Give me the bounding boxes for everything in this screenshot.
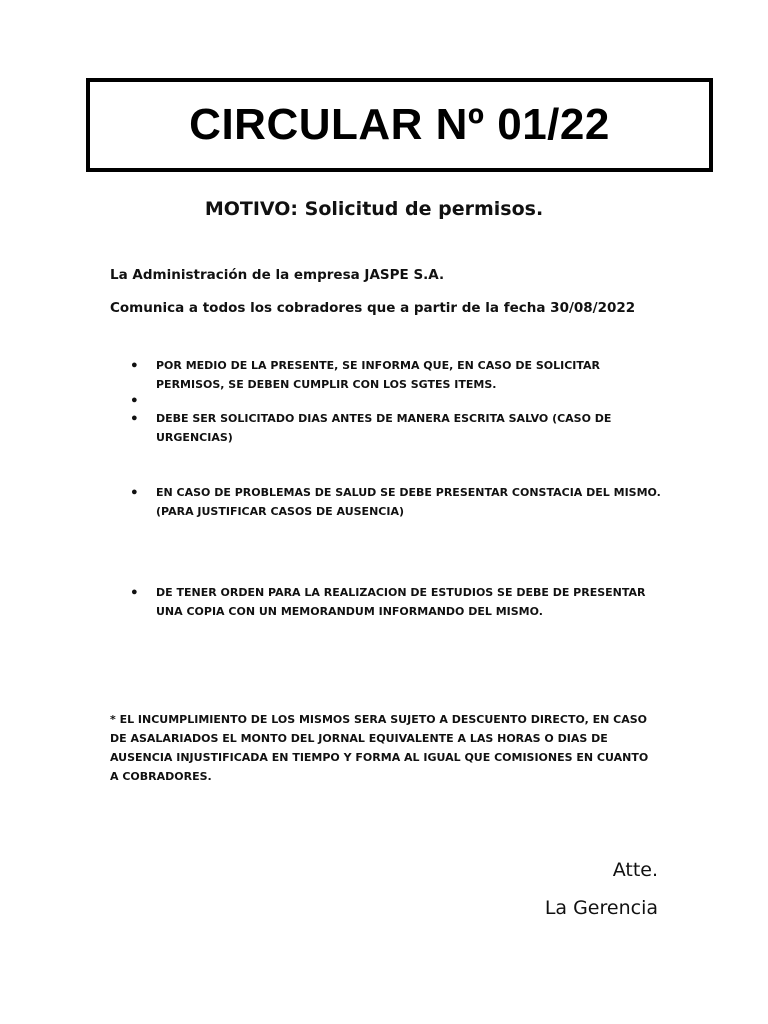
bullet-icon: ● xyxy=(131,394,138,406)
document-title: CIRCULAR Nº 01/22 xyxy=(189,100,610,149)
bullet-icon: ● xyxy=(131,412,138,424)
bullet-icon: ● xyxy=(131,359,138,371)
bullet-text: EN CASO DE PROBLEMAS DE SALUD SE DEBE PRESENTAR CONSTACIA DEL MISMO. (PARA JUSTIFICAR CASOS DE AUSENCIA) xyxy=(156,486,661,518)
footnote: * EL INCUMPLIMIENTO DE LOS MISMOS SERA SUJETO A DESCUENTO DIRECTO, EN CASO DE ASALARIADOS EL MONTO DEL JORNAL EQUIVALENTE A LAS HORAS O DIAS DE AUSENCIA INJUSTIFICADA EN TIEMPO Y FORMA AL IGUAL QUE COMISIONES EN CUANTO A COBRADORES. xyxy=(110,713,649,783)
bullet-text: DE TENER ORDEN PARA LA REALIZACION DE ESTUDIOS SE DEBE DE PRESENTAR UNA COPIA CON UN MEMORANDUM INFORMANDO DEL MISMO. xyxy=(156,586,646,618)
bullet-icon: ● xyxy=(131,486,138,498)
signer-text: La Gerencia xyxy=(544,897,658,919)
closing-text: Atte. xyxy=(612,859,658,881)
intro-line-company: La Administración de la empresa JASPE S.A. xyxy=(110,267,445,283)
motivo-line xyxy=(0,198,768,220)
title-box xyxy=(86,78,713,172)
bullet-text: POR MEDIO DE LA PRESENTE, SE INFORMA QUE, EN CASO DE SOLICITAR PERMISOS, SE DEBEN CUMPLIR CON LOS SGTES ITEMS. xyxy=(156,359,601,391)
motivo-value: Solicitud de permisos. xyxy=(304,198,544,220)
motivo-label: MOTIVO: xyxy=(204,198,299,220)
bullet-icon: ● xyxy=(131,586,138,598)
bullet-text: DEBE SER SOLICITADO DIAS ANTES DE MANERA ESCRITA SALVO (CASO DE URGENCIAS) xyxy=(156,412,612,444)
intro-line-announcement: Comunica a todos los cobradores que a partir de la fecha 30/08/2022 xyxy=(110,300,636,316)
